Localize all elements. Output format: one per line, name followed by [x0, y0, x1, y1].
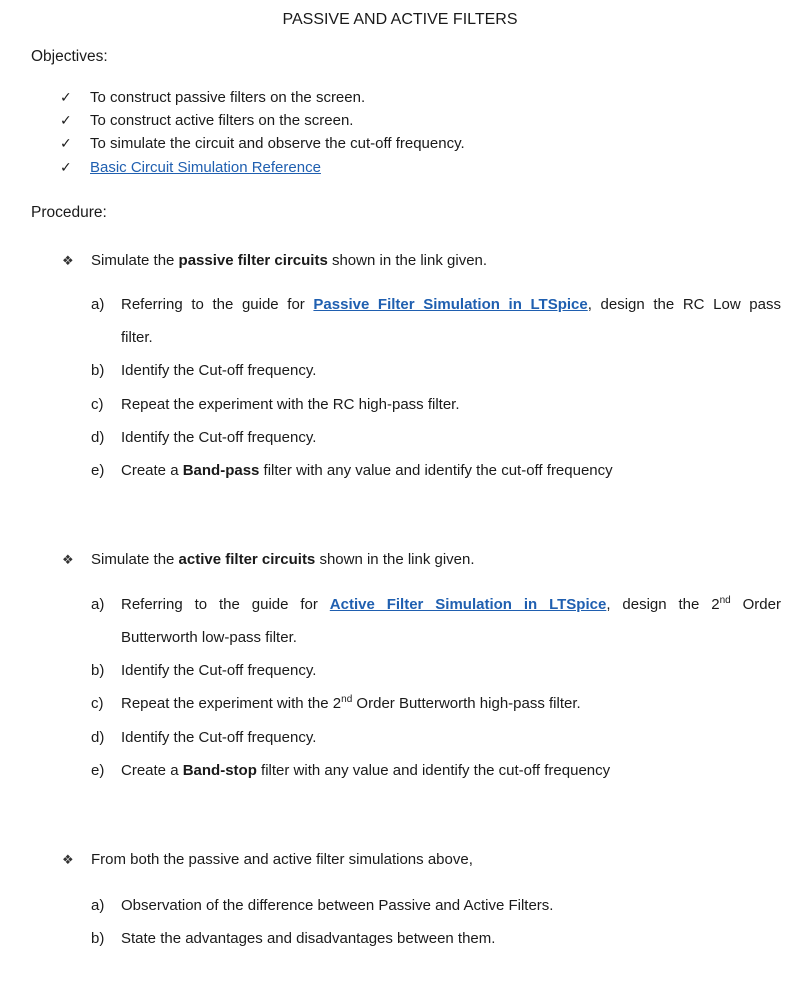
objective-item	[60, 109, 353, 131]
checkmark-icon: ✓	[60, 112, 72, 128]
checkmark-icon: ✓	[60, 159, 72, 175]
diamond-bullet-icon: ❖	[62, 852, 74, 867]
active-filter-simulation-link[interactable]: Active Filter Simulation in LTSpice	[329, 596, 607, 613]
diamond-bullet-icon: ❖	[62, 552, 74, 567]
objective-text: To construct active filters on the screen.	[90, 112, 354, 129]
passive-section-bullet: ❖ Simulate the passive filter circuits shown in the link given.	[62, 250, 487, 272]
comparison-section-bullet: ❖ From both the passive and active filter simulations above,	[62, 849, 473, 871]
passive-step-a: a) Referring to the guide for Passive Filter Simulation in LTSpice, design the RC Low pass filter.	[91, 296, 781, 346]
objective-item	[60, 156, 321, 178]
diamond-bullet-icon: ❖	[62, 253, 74, 268]
procedure-heading: Procedure:	[31, 204, 107, 221]
objective-text: To construct passive filters on the screen.	[90, 89, 366, 106]
checkmark-icon: ✓	[60, 135, 72, 151]
objective-text: To simulate the circuit and observe the cut-off frequency.	[90, 135, 465, 152]
objective-item	[60, 86, 365, 108]
basic-circuit-reference-link[interactable]: Basic Circuit Simulation Reference	[90, 159, 321, 176]
passive-filter-simulation-link[interactable]: Passive Filter Simulation in LTSpice	[313, 296, 588, 313]
document-title: PASSIVE AND ACTIVE FILTERS	[282, 11, 518, 28]
objective-item	[60, 132, 465, 154]
document-page: PASSIVE AND ACTIVE FILTERS Objectives: ✓ To construct passive filters on the screen. ✓ To construct active filters on the screen. ✓ To simulate the circuit and observe the cut-off frequency. ✓ Basic Circuit Simulation Reference Procedure: ❖ Simulate the passive filter circuits shown in the link given. a) Referring to the guide for Passive Filter Simulation in LTSpice, design the RC Low pass filter. b) Identify the Cut-off frequency. c) Repeat the experiment with the RC high-pass filter. d) Identify the Cut-off frequency. e) Create a Band-pass filter with any value and identify the cut-off frequency ❖ Simulate the active filter circuits shown in the link given. a) Referring to the guide for Active Filter Simulation in LTSpice, design the 2nd Order Butterworth low-pass filter. b) Identify the Cut-off frequency. c) Repeat the experiment with the 2nd Order Butterworth high-pass filter. d) Identify the Cut-off frequency. e) Create a Band-stop filter with any value and identify the cut-off frequency ❖ From both the passive and active filter simulations above, a) Observation of the difference between Passive and Active Filters. b) State the advantages and disadvantages between them.	[0, 0, 800, 986]
checkmark-icon: ✓	[60, 89, 72, 105]
active-step-a: a) Referring to the guide for Active Filter Simulation in LTSpice, design the 2nd Order Butterworth low-pass filter.	[91, 595, 781, 646]
active-section-bullet: ❖ Simulate the active filter circuits shown in the link given.	[62, 549, 475, 571]
objectives-heading: Objectives:	[31, 48, 108, 65]
